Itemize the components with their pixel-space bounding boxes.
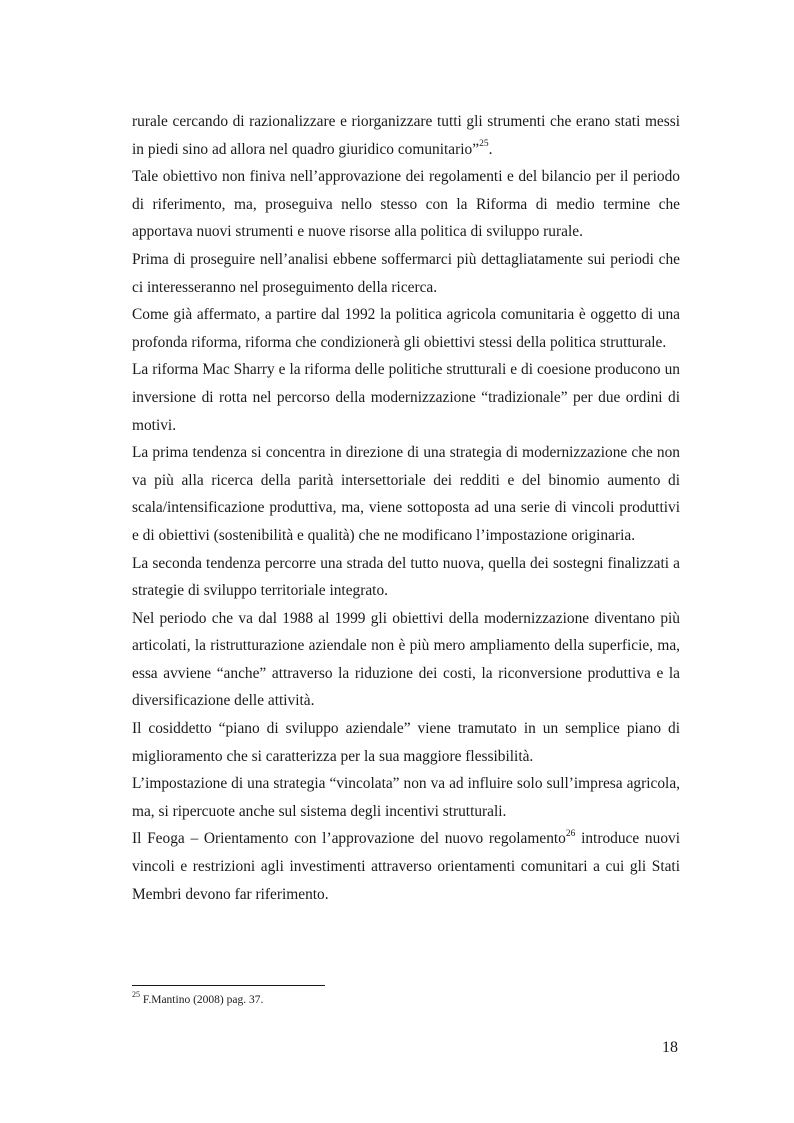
paragraph-11-text: Il Feoga – Orientamento con l’approvazione del nuovo regolamento xyxy=(132,830,566,848)
page-number: 18 xyxy=(662,1039,678,1056)
paragraph-1 xyxy=(132,108,680,163)
paragraph-1-text: rurale cercando di razionalizzare e riorganizzare tutti gli strumenti che erano stati messi in piedi sino ad allora nel quadro giuridico comunitario” xyxy=(132,113,680,158)
footnote-divider xyxy=(132,985,325,986)
paragraph-11 xyxy=(132,825,680,908)
paragraph-3: Prima di proseguire nell’analisi ebbene soffermarci più dettagliatamente sui periodi che ci interesseranno nel proseguimento della ricerca. xyxy=(132,250,680,296)
footnote-text: F.Mantino (2008) pag. 37. xyxy=(140,994,264,1006)
paragraph-7: La seconda tendenza percorre una strada del tutto nuova, quella dei sostegni finalizzati a strategie di sviluppo territoriale integrato. xyxy=(132,554,680,600)
footnote-25 xyxy=(132,990,264,1007)
paragraph-10: L’impostazione di una strategia “vincolata” non va ad influire solo sull’impresa agricola, ma, si ripercuote anche sul sistema degli incentivi strutturali. xyxy=(132,775,680,820)
paragraph-4: Come già affermato, a partire dal 1992 la politica agricola comunitaria è oggetto di una profonda riforma, riforma che condizionerà gli obiettivi stessi della politica strutturale. xyxy=(132,306,680,351)
paragraph-6: La prima tendenza si concentra in direzione di una strategia di modernizzazione che non va più alla ricerca della parità intersettoriale dei redditi e del binomio aumento di scala/intensificazione produttiva, ma, viene sottoposta ad una serie di vincoli produttivi e di obiettivi (sostenibilità e qualità) che ne modificano l’impostazione originaria. xyxy=(132,444,680,544)
footnote-number: 25 xyxy=(132,990,140,1000)
paragraph-9: Il cosiddetto “piano di sviluppo aziendale” viene tramutato in un semplice piano di miglioramento che si caratterizza per la sua maggiore flessibilità. xyxy=(132,720,680,765)
main-text xyxy=(132,108,680,908)
footnote-ref-26[interactable]: 26 xyxy=(565,829,576,840)
paragraph-8: Nel periodo che va dal 1988 al 1999 gli obiettivi della modernizzazione diventano più articolati, la ristrutturazione aziendale non è più mero ampliamento della superficie, ma, essa avviene “anche” attraverso la riduzione dei costi, la riconversione produttiva e la diversificazione delle attività. xyxy=(132,609,680,710)
paragraph-5: La riforma Mac Sharry e la riforma delle politiche strutturali e di coesione producono un inversione di rotta nel percorso della modernizzazione “tradizionale” per due ordini di motivi. xyxy=(132,361,680,434)
paragraph-1-end: . xyxy=(488,140,493,158)
footnote-ref-25[interactable]: 25 xyxy=(479,139,489,150)
paragraph-2: Tale obiettivo non finiva nell’approvazione dei regolamenti e del bilancio per il periodo di riferimento, ma, proseguiva nello stesso con la Riforma di medio termine che apportava nuovi strumenti e nuove risorse alla politica di sviluppo rurale. xyxy=(132,168,680,241)
paragraph-11-end: introduce nuovi vincoli e restrizioni agli investimenti attraverso orientamenti comunitari a cui gli Stati Membri devono far riferimento. xyxy=(132,830,680,903)
